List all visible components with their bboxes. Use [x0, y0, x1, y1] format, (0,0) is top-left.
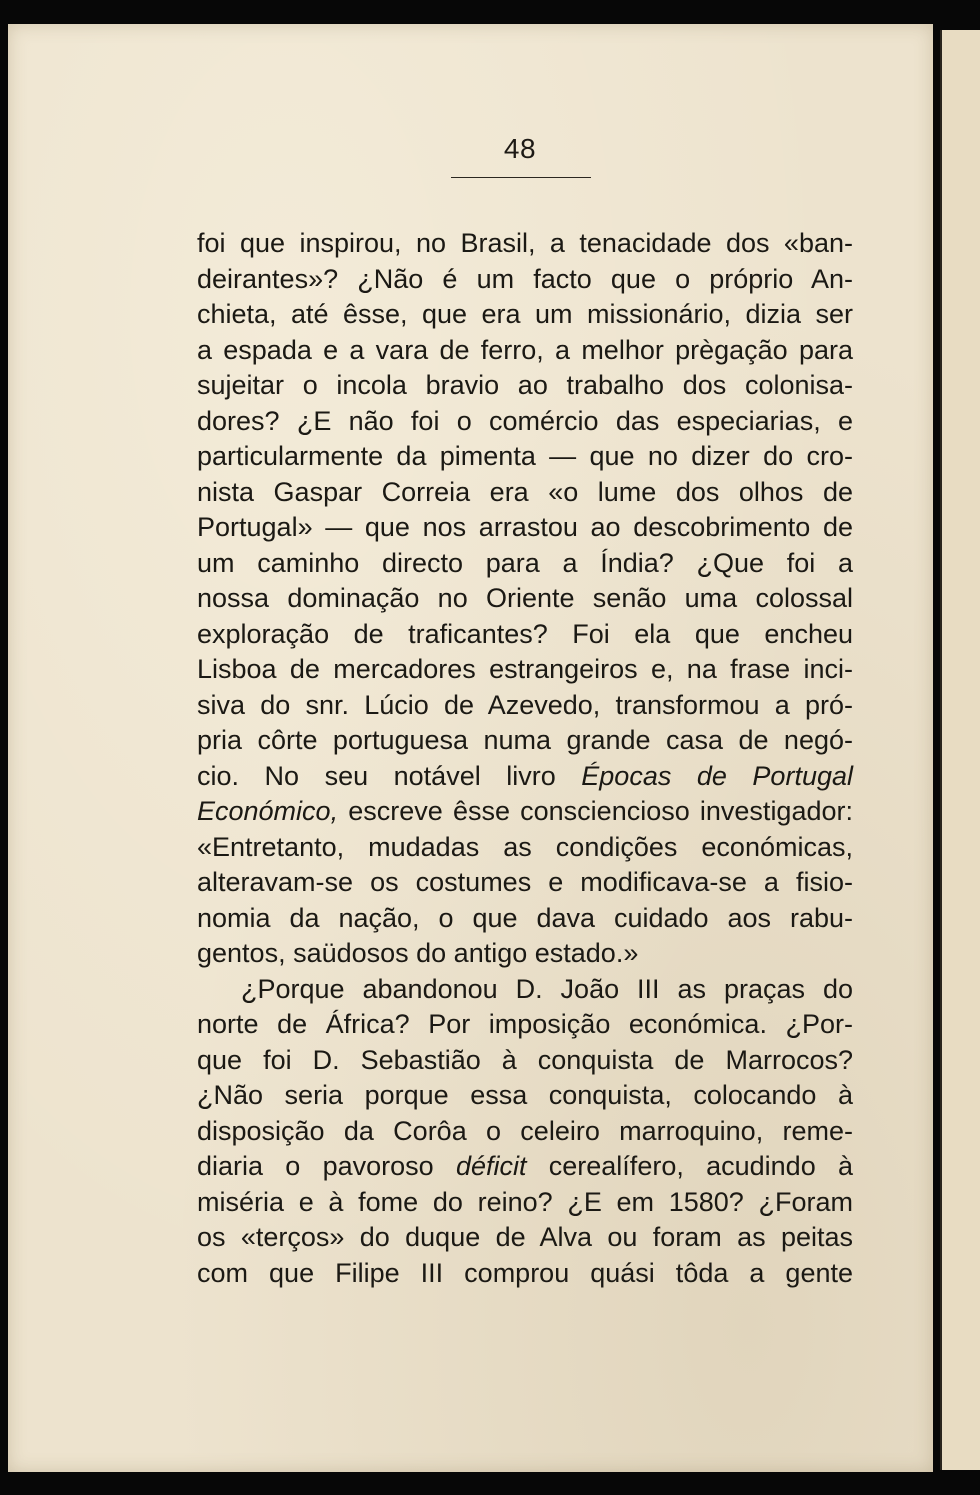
- text-line: chieta, até êsse, que era um missionário, dizia ser: [197, 299, 853, 329]
- text-line: que foi D. Sebastião à conquista de Marrocos?: [197, 1044, 853, 1075]
- text-line: sujeitar o incola bravio ao trabalho dos colonisa-: [197, 370, 853, 400]
- text-line: foi que inspirou, no Brasil, a tenacidade dos «ban-: [197, 228, 853, 258]
- text-line: miséria e à fome do reino? ¿E em 1580? ¿Foram: [197, 1186, 853, 1217]
- text-line: norte de África? Por imposição económica. ¿Por-: [197, 1009, 853, 1039]
- header-rule: [451, 177, 591, 178]
- text-line: a espada e a vara de ferro, a melhor prègação para: [197, 334, 853, 365]
- italic-word: déficit: [455, 1151, 527, 1181]
- text-line: dores? ¿E não foi o comércio das especiarias, e: [197, 405, 853, 436]
- text-line: Económico, escreve êsse consciencioso investigador:: [197, 796, 853, 826]
- text-line: ¿Não seria porque essa conquista, colocando à: [197, 1080, 853, 1110]
- text-line: deirantes»? ¿Não é um facto que o próprio An-: [197, 263, 853, 294]
- text-line: nista Gaspar Correia era «o lume dos olhos de: [197, 476, 853, 507]
- text-line: nossa dominação no Oriente senão uma colossal: [197, 583, 853, 613]
- adjacent-page-edge: [940, 30, 980, 1470]
- text-line: ¿Porque abandonou D. João III as praças do: [241, 973, 853, 1004]
- text-line: siva do snr. Lúcio de Azevedo, transformou a pró-: [197, 689, 853, 720]
- text-line: Portugal» — que nos arrastou ao descobrimento de: [197, 512, 853, 542]
- text-line: Lisboa de mercadores estrangeiros e, na frase inci-: [197, 654, 853, 684]
- book-title-italic: Épocas de Portugal: [581, 760, 853, 791]
- text-line: com que Filipe III comprou quási tôda a gente: [197, 1257, 853, 1288]
- text-line: gentos, saüdosos do antigo estado.»: [197, 938, 639, 968]
- book-title-italic: Económico,: [197, 796, 339, 826]
- text-line: particularmente da pimenta — que no dizer do cro-: [197, 441, 853, 471]
- text-line: pria côrte portuguesa numa grande casa de negó-: [197, 725, 853, 755]
- text-line: os «terços» do duque de Alva ou foram as peitas: [197, 1222, 853, 1252]
- text-line: exploração de traficantes? Foi ela que encheu: [197, 618, 853, 649]
- text-line: um caminho directo para a Índia? ¿Que foi a: [197, 547, 853, 578]
- text-line: cio. No seu notável livro Épocas de Portugal: [197, 760, 853, 791]
- text-line: diaria o pavoroso déficit cerealífero, acudindo à: [197, 1151, 853, 1181]
- text-line: nomia da nação, o que dava cuidado aos rabu-: [197, 902, 853, 933]
- body-text: [197, 226, 853, 1291]
- text-line: «Entretanto, mudadas as condições económicas,: [197, 831, 853, 862]
- page-number: 48: [503, 133, 537, 164]
- text-line: alteravam-se os costumes e modificava-se a fisio-: [197, 867, 853, 897]
- text-line: disposição da Corôa o celeiro marroquino, reme-: [197, 1115, 853, 1146]
